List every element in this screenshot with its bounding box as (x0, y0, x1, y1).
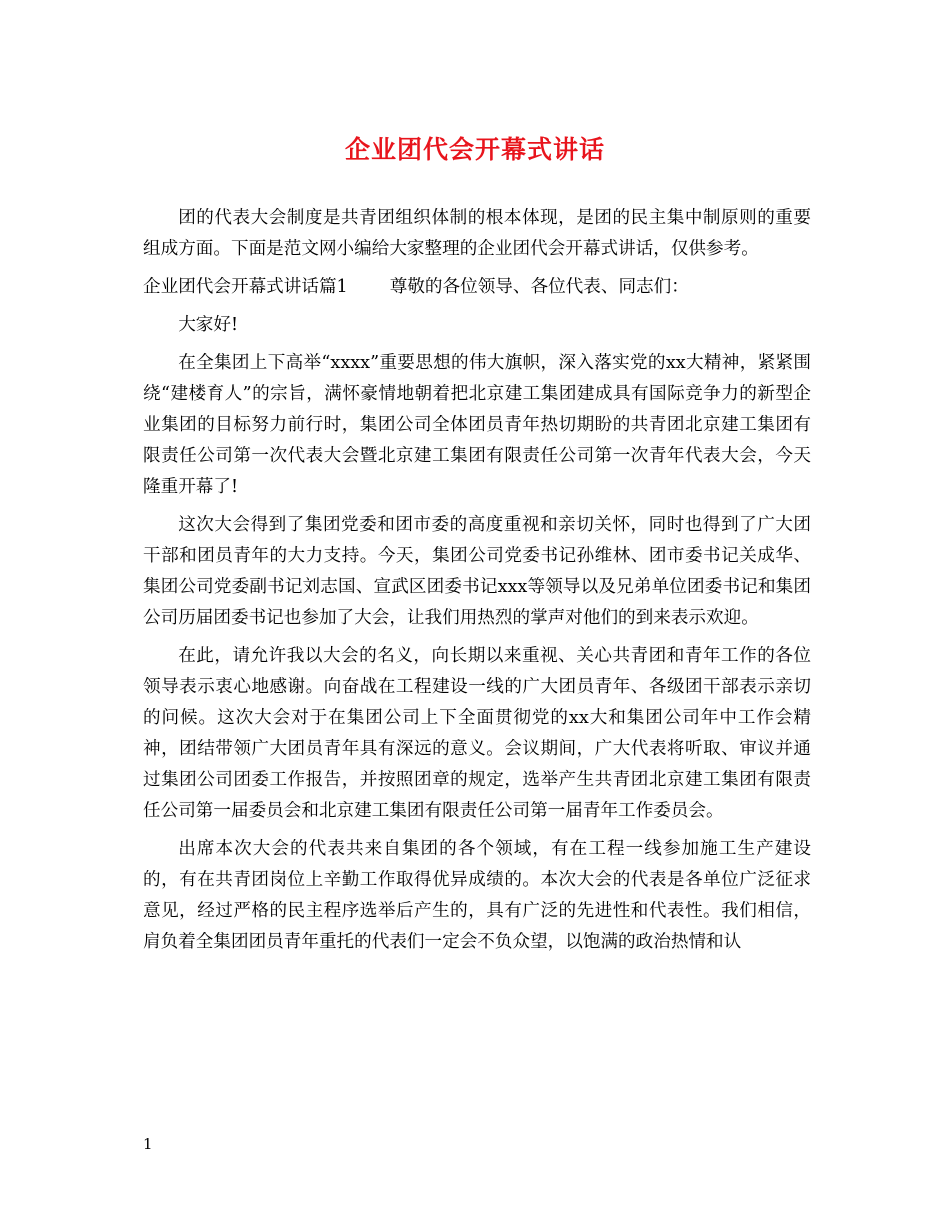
document-body (143, 203, 811, 965)
greeting: 大家好! (178, 315, 239, 335)
document-title: 企业团代会开幕式讲话 (344, 135, 605, 164)
salutation: 尊敬的各位领导、各位代表、同志们： (389, 277, 689, 297)
section-heading-line (143, 272, 811, 303)
page-number: 1 (143, 1135, 153, 1153)
body-paragraph-1: 在全集团上下高举“xxxx”重要思想的伟大旗帜，深入落实党的xx大精神，紧紧围绕“建楼育人”的宗旨，满怀豪情地朝着把北京建工集团建成具有国际竞争力的新型企业集团的目标努力前行时，集团公司全体团员青年热切期盼的共青团北京建工集团有限责任公司第一次代表大会暨北京建工集团有限责任公司第一次青年代表大会，今天隆重开幕了! (143, 353, 811, 497)
body-paragraph-2: 这次大会得到了集团党委和团市委的高度重视和亲切关怀，同时也得到了广大团干部和团员青年的大力支持。今天，集团公司党委书记孙维林、团市委书记关成华、集团公司党委副书记刘志国、宣武区团委书记xxx等领导以及兄弟单位团委书记和集团公司历届团委书记也参加了大会，让我们用热烈的掌声对他们的到来表示欢迎。 (143, 515, 811, 628)
section-heading: 企业团代会开幕式讲话篇1 (143, 277, 348, 297)
body-paragraph-4: 出席本次大会的代表共来自集团的各个领域，有在工程一线参加施工生产建设的，有在共青团岗位上辛勤工作取得优异成绩的。本次大会的代表是各单位广泛征求意见，经过严格的民主程序选举后产生的，具有广泛的先进性和代表性。我们相信，肩负着全集团团员青年重托的代表们一定会不负众望，以饱满的政治热情和认 (143, 839, 811, 952)
intro-paragraph: 团的代表大会制度是共青团组织体制的根本体现，是团的民主集中制原则的重要组成方面。下面是范文网小编给大家整理的企业团代会开幕式讲话，仅供参考。 (143, 208, 811, 259)
body-paragraph-3: 在此，请允许我以大会的名义，向长期以来重视、关心共青团和青年工作的各位领导表示衷心地感谢。向奋战在工程建设一线的广大团员青年、各级团干部表示亲切的问候。这次大会对于在集团公司上下全面贯彻党的xx大和集团公司年中工作会精神，团结带领广大团员青年具有深远的意义。会议期间，广大代表将听取、审议并通过集团公司团委工作报告，并按照团章的规定，选举产生共青团北京建工集团有限责任公司第一届委员会和北京建工集团有限责任公司第一届青年工作委员会。 (143, 646, 811, 821)
